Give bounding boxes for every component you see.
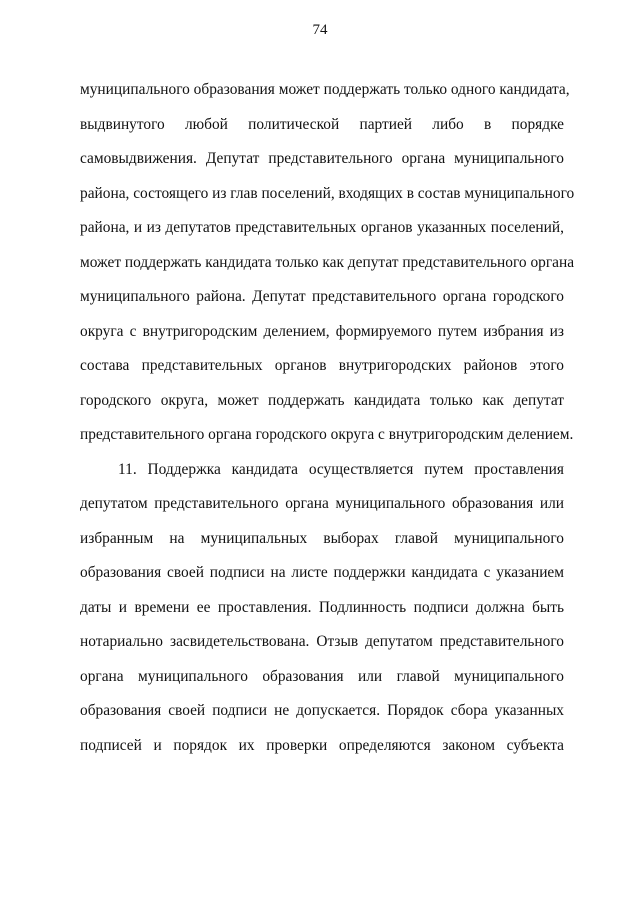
- text-line: округа с внутригородским делением, формируемого путем избрания из: [80, 322, 564, 340]
- text-line: муниципального образования может поддержать только одного кандидата,: [80, 81, 570, 98]
- text-line: муниципального района. Депутат представительного органа городского: [80, 288, 564, 305]
- text-line: образования своей подписи не допускается. Порядок сбора указанных: [80, 702, 564, 719]
- text-line: даты и времени ее проставления. Подлинность подписи должна быть: [80, 598, 564, 616]
- text-line: подписей и порядок их проверки определяются законом субъекта: [80, 736, 564, 754]
- text-line: избранным на муниципальных выборах главой муниципального: [80, 529, 564, 547]
- text-line: представительного органа городского округа с внутригородским делением.: [80, 426, 574, 443]
- text-line: образования своей подписи на листе поддержки кандидата с указанием: [80, 564, 564, 581]
- text-line: выдвинутого любой политической партией либо в порядке: [80, 115, 564, 133]
- text-line: городского округа, может поддержать кандидата только как депутат: [80, 391, 564, 409]
- text-line: депутатом представительного органа муниципального образования или: [80, 495, 564, 512]
- paragraph-start-line: 11. Поддержка кандидата осуществляется путем проставления: [118, 460, 564, 478]
- text-line: состава представительных органов внутригородских районов этого: [80, 357, 564, 374]
- text-line: района, и из депутатов представительных органов указанных поселений,: [80, 219, 564, 236]
- page-number: 74: [312, 22, 328, 38]
- text-line: самовыдвижения. Депутат представительного органа муниципального: [80, 150, 564, 167]
- text-line: нотариально засвидетельствована. Отзыв депутатом представительного: [80, 633, 564, 650]
- text-line: может поддержать кандидата только как депутат представительного органа: [80, 253, 575, 271]
- text-line: района, состоящего из глав поселений, входящих в состав муниципального: [80, 184, 575, 202]
- document-body: [80, 73, 575, 763]
- text-line: органа муниципального образования или главой муниципального: [80, 667, 564, 685]
